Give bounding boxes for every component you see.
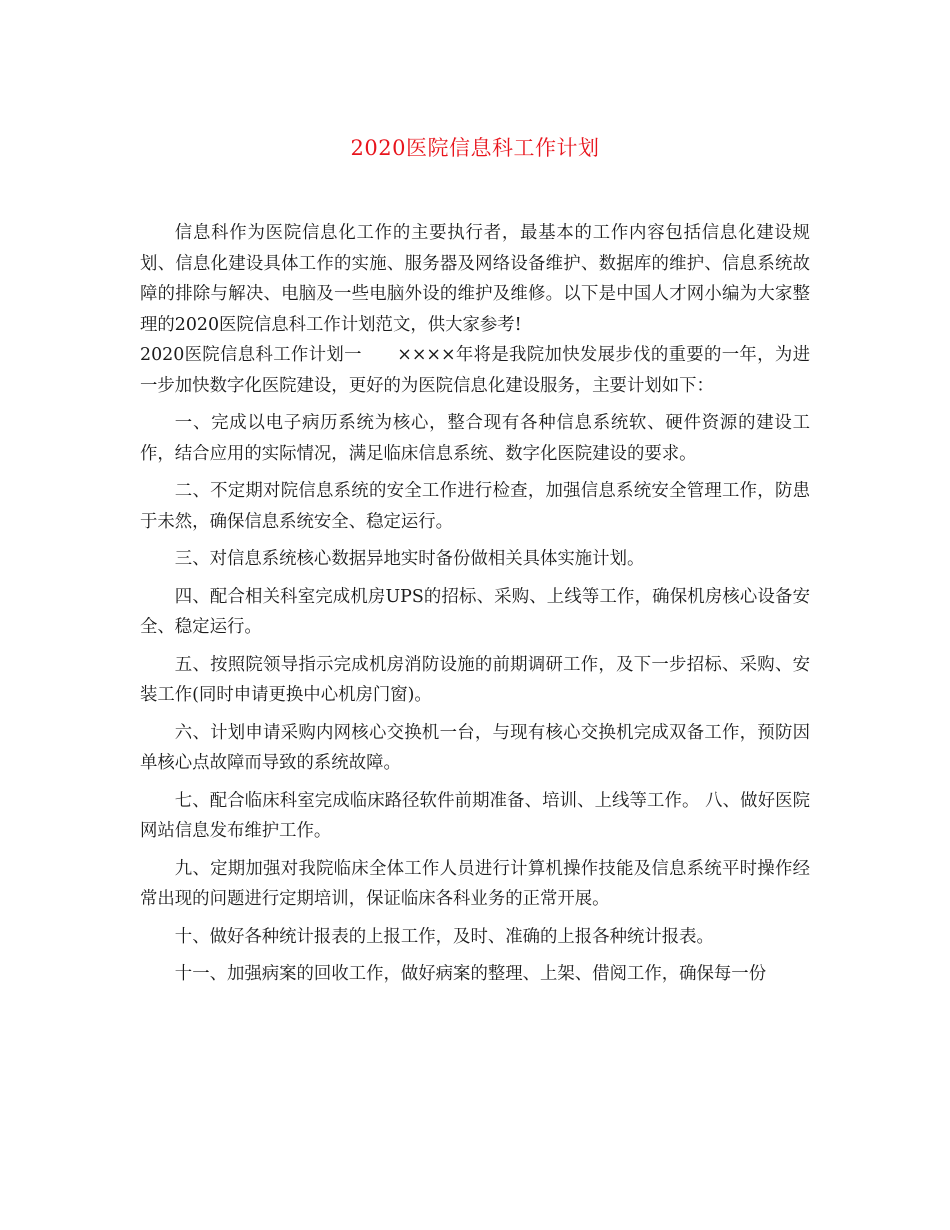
plan-one-intro-paragraph: 2020医院信息科工作计划一 ××××年将是我院加快发展步伐的重要的一年，为进一步加快数字化医院建设，更好的为医院信息化建设服务，主要计划如下： bbox=[140, 345, 810, 396]
plan-item-1: 一、完成以电子病历系统为核心，整合现有各种信息系统软、硬件资源的建设工作，结合应用的实际情况，满足临床信息系统、数字化医院建设的要求。 bbox=[140, 413, 810, 464]
plan-item-4: 四、配合相关科室完成机房UPS的招标、采购、上线等工作，确保机房核心设备安全、稳定运行。 bbox=[140, 586, 810, 637]
plan-item-6: 六、计划申请采购内网核心交换机一台，与现有核心交换机完成双备工作，预防因单核心点故障而导致的系统故障。 bbox=[140, 722, 810, 773]
plan-item-2: 二、不定期对院信息系统的安全工作进行检查，加强信息系统安全管理工作，防患于未然，确保信息系统安全、稳定运行。 bbox=[140, 481, 810, 532]
document-body bbox=[140, 218, 810, 997]
document-title: 2020医院信息科工作计划 bbox=[350, 136, 600, 160]
plan-item-10: 十、做好各种统计报表的上报工作，及时、准确的上报各种统计报表。 bbox=[174, 926, 714, 947]
plan-item-9: 九、定期加强对我院临床全体工作人员进行计算机操作技能及信息系统平时操作经常出现的问题进行定期培训，保证临床各科业务的正常开展。 bbox=[140, 858, 810, 909]
plan-item-11: 十一、加强病案的回收工作，做好病案的整理、上架、借阅工作，确保每一份 bbox=[174, 964, 767, 984]
plan-item-7-8: 七、配合临床科室完成临床路径软件前期准备、培训、上线等工作。 八、做好医院网站信息发布维护工作。 bbox=[140, 790, 810, 841]
plan-item-5: 五、按照院领导指示完成机房消防设施的前期调研工作，及下一步招标、采购、安装工作(同时申请更换中心机房门窗)。 bbox=[140, 654, 810, 705]
plan-item-3: 三、对信息系统核心数据异地实时备份做相关具体实施计划。 bbox=[174, 549, 645, 569]
intro-paragraph: 信息科作为医院信息化工作的主要执行者，最基本的工作内容包括信息化建设规划、信息化建设具体工作的实施、服务器及网络设备维护、数据库的维护、信息系统故障的排除与解决、电脑及一些电脑外设的维护及维修。以下是中国人才网小编为大家整理的2020医院信息科工作计划范文，供大家参考! bbox=[140, 223, 810, 335]
